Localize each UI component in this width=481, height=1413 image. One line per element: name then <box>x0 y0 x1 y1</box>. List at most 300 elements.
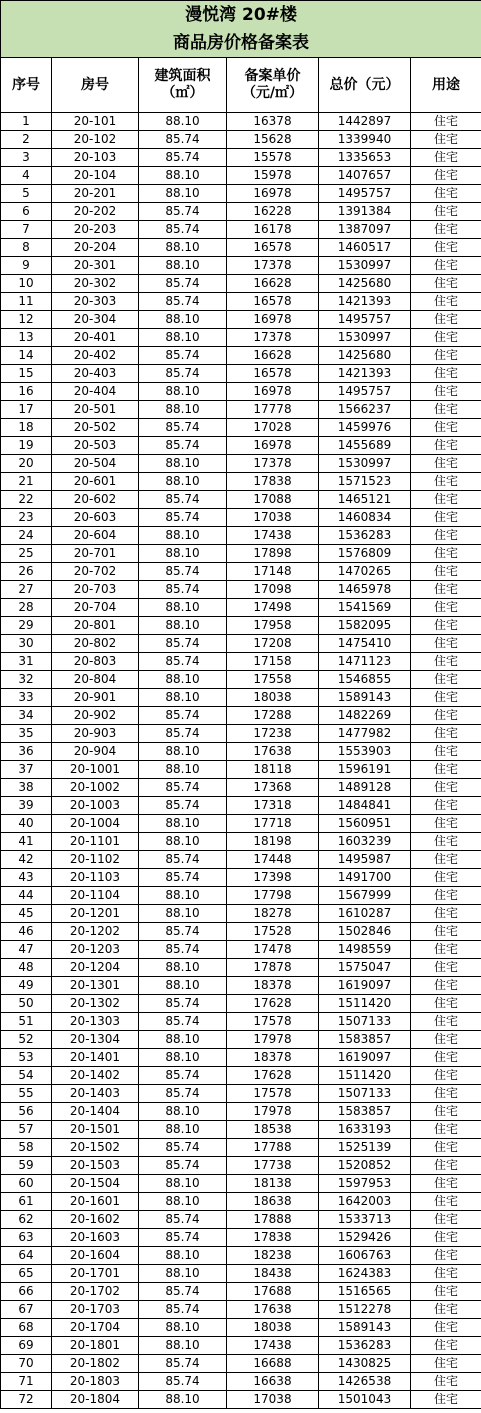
cell-total-price: 1507133 <box>319 1013 411 1031</box>
cell-usage: 住宅 <box>411 221 481 239</box>
cell-usage: 住宅 <box>411 203 481 221</box>
cell-total-price: 1536283 <box>319 527 411 545</box>
cell-usage: 住宅 <box>411 689 481 707</box>
cell-floor-area: 85.74 <box>139 275 227 293</box>
table-row <box>1 203 481 221</box>
cell-room-number: 20-303 <box>52 293 139 311</box>
cell-usage: 住宅 <box>411 653 481 671</box>
cell-total-price: 1541569 <box>319 599 411 617</box>
cell-room-number: 20-201 <box>52 185 139 203</box>
cell-floor-area: 88.10 <box>139 401 227 419</box>
cell-room-number: 20-1802 <box>52 1355 139 1373</box>
table-row <box>1 581 481 599</box>
cell-unit-price: 16378 <box>227 113 319 131</box>
cell-room-number: 20-1501 <box>52 1121 139 1139</box>
cell-total-price: 1619097 <box>319 977 411 995</box>
cell-usage: 住宅 <box>411 419 481 437</box>
cell-floor-area: 88.10 <box>139 527 227 545</box>
cell-floor-area: 85.74 <box>139 1157 227 1175</box>
cell-usage: 住宅 <box>411 1229 481 1247</box>
cell-total-price: 1582095 <box>319 617 411 635</box>
table-row <box>1 347 481 365</box>
cell-room-number: 20-901 <box>52 689 139 707</box>
cell-total-price: 1455689 <box>319 437 411 455</box>
cell-room-number: 20-703 <box>52 581 139 599</box>
cell-unit-price: 17158 <box>227 653 319 671</box>
cell-index: 8 <box>1 239 52 257</box>
cell-room-number: 20-1601 <box>52 1193 139 1211</box>
cell-total-price: 1530997 <box>319 257 411 275</box>
cell-total-price: 1546855 <box>319 671 411 689</box>
cell-total-price: 1470265 <box>319 563 411 581</box>
cell-unit-price: 16578 <box>227 239 319 257</box>
table-row <box>1 977 481 995</box>
cell-floor-area: 88.10 <box>139 545 227 563</box>
cell-usage: 住宅 <box>411 1139 481 1157</box>
cell-room-number: 20-1203 <box>52 941 139 959</box>
cell-index: 41 <box>1 833 52 851</box>
cell-index: 61 <box>1 1193 52 1211</box>
cell-unit-price: 16578 <box>227 293 319 311</box>
cell-total-price: 1525139 <box>319 1139 411 1157</box>
header-floor-area: 建筑面积 （㎡） <box>139 58 227 113</box>
cell-unit-price: 17368 <box>227 779 319 797</box>
cell-usage: 住宅 <box>411 1013 481 1031</box>
cell-floor-area: 85.74 <box>139 995 227 1013</box>
cell-usage: 住宅 <box>411 1355 481 1373</box>
cell-room-number: 20-202 <box>52 203 139 221</box>
table-row <box>1 851 481 869</box>
table-row <box>1 1193 481 1211</box>
cell-room-number: 20-402 <box>52 347 139 365</box>
cell-room-number: 20-1303 <box>52 1013 139 1031</box>
cell-room-number: 20-1001 <box>52 761 139 779</box>
header-unit-price: 备案单价 （元/㎡） <box>227 58 319 113</box>
cell-total-price: 1495757 <box>319 185 411 203</box>
cell-index: 14 <box>1 347 52 365</box>
cell-floor-area: 85.74 <box>139 941 227 959</box>
table-row <box>1 923 481 941</box>
cell-usage: 住宅 <box>411 1283 481 1301</box>
cell-room-number: 20-802 <box>52 635 139 653</box>
cell-usage: 住宅 <box>411 1211 481 1229</box>
header-total-price: 总价（元） <box>319 58 411 113</box>
cell-usage: 住宅 <box>411 329 481 347</box>
table-row <box>1 689 481 707</box>
cell-unit-price: 17688 <box>227 1283 319 1301</box>
header-room-number: 房号 <box>52 58 139 113</box>
cell-usage: 住宅 <box>411 707 481 725</box>
cell-total-price: 1387097 <box>319 221 411 239</box>
cell-index: 42 <box>1 851 52 869</box>
cell-floor-area: 88.10 <box>139 1121 227 1139</box>
cell-floor-area: 88.10 <box>139 959 227 977</box>
cell-floor-area: 85.74 <box>139 707 227 725</box>
cell-total-price: 1511420 <box>319 995 411 1013</box>
cell-total-price: 1477982 <box>319 725 411 743</box>
cell-index: 49 <box>1 977 52 995</box>
cell-room-number: 20-903 <box>52 725 139 743</box>
cell-unit-price: 17578 <box>227 1013 319 1031</box>
table-row <box>1 815 481 833</box>
cell-room-number: 20-1201 <box>52 905 139 923</box>
cell-usage: 住宅 <box>411 725 481 743</box>
cell-unit-price: 17288 <box>227 707 319 725</box>
cell-index: 60 <box>1 1175 52 1193</box>
cell-index: 19 <box>1 437 52 455</box>
cell-total-price: 1624383 <box>319 1265 411 1283</box>
table-row <box>1 365 481 383</box>
cell-usage: 住宅 <box>411 869 481 887</box>
cell-room-number: 20-1002 <box>52 779 139 797</box>
cell-total-price: 1596191 <box>319 761 411 779</box>
cell-usage: 住宅 <box>411 1085 481 1103</box>
cell-total-price: 1421393 <box>319 365 411 383</box>
cell-usage: 住宅 <box>411 851 481 869</box>
cell-room-number: 20-404 <box>52 383 139 401</box>
cell-unit-price: 17888 <box>227 1211 319 1229</box>
cell-index: 40 <box>1 815 52 833</box>
cell-unit-price: 17788 <box>227 1139 319 1157</box>
cell-unit-price: 18038 <box>227 689 319 707</box>
cell-floor-area: 88.10 <box>139 1247 227 1265</box>
table-row <box>1 257 481 275</box>
cell-floor-area: 85.74 <box>139 1139 227 1157</box>
table-row <box>1 1085 481 1103</box>
cell-unit-price: 17148 <box>227 563 319 581</box>
cell-floor-area: 88.10 <box>139 455 227 473</box>
cell-floor-area: 88.10 <box>139 113 227 131</box>
cell-index: 52 <box>1 1031 52 1049</box>
table-row <box>1 1049 481 1067</box>
cell-total-price: 1571523 <box>319 473 411 491</box>
cell-usage: 住宅 <box>411 1121 481 1139</box>
cell-floor-area: 88.10 <box>139 383 227 401</box>
cell-total-price: 1512278 <box>319 1301 411 1319</box>
table-row <box>1 113 481 131</box>
cell-usage: 住宅 <box>411 167 481 185</box>
cell-unit-price: 18238 <box>227 1247 319 1265</box>
cell-index: 29 <box>1 617 52 635</box>
cell-unit-price: 16178 <box>227 221 319 239</box>
cell-index: 38 <box>1 779 52 797</box>
table-row <box>1 527 481 545</box>
table-row <box>1 149 481 167</box>
cell-total-price: 1495757 <box>319 311 411 329</box>
cell-usage: 住宅 <box>411 185 481 203</box>
cell-total-price: 1610287 <box>319 905 411 923</box>
cell-floor-area: 85.74 <box>139 1067 227 1085</box>
cell-room-number: 20-204 <box>52 239 139 257</box>
cell-floor-area: 85.74 <box>139 923 227 941</box>
table-row <box>1 455 481 473</box>
cell-index: 18 <box>1 419 52 437</box>
cell-floor-area: 85.74 <box>139 797 227 815</box>
cell-usage: 住宅 <box>411 437 481 455</box>
cell-index: 46 <box>1 923 52 941</box>
cell-index: 7 <box>1 221 52 239</box>
table-row <box>1 401 481 419</box>
cell-unit-price: 16578 <box>227 365 319 383</box>
cell-index: 45 <box>1 905 52 923</box>
cell-usage: 住宅 <box>411 887 481 905</box>
cell-index: 13 <box>1 329 52 347</box>
cell-index: 72 <box>1 1391 52 1409</box>
cell-total-price: 1495757 <box>319 383 411 401</box>
cell-usage: 住宅 <box>411 257 481 275</box>
cell-total-price: 1536283 <box>319 1337 411 1355</box>
cell-floor-area: 85.74 <box>139 869 227 887</box>
cell-unit-price: 17398 <box>227 869 319 887</box>
table-row <box>1 1013 481 1031</box>
cell-index: 71 <box>1 1373 52 1391</box>
cell-usage: 住宅 <box>411 365 481 383</box>
cell-unit-price: 17088 <box>227 491 319 509</box>
table-row <box>1 1247 481 1265</box>
cell-index: 21 <box>1 473 52 491</box>
cell-unit-price: 18138 <box>227 1175 319 1193</box>
cell-index: 67 <box>1 1301 52 1319</box>
cell-total-price: 1491700 <box>319 869 411 887</box>
cell-unit-price: 17448 <box>227 851 319 869</box>
cell-total-price: 1511420 <box>319 1067 411 1085</box>
cell-floor-area: 85.74 <box>139 563 227 581</box>
table-row <box>1 167 481 185</box>
cell-floor-area: 85.74 <box>139 365 227 383</box>
cell-floor-area: 88.10 <box>139 761 227 779</box>
cell-index: 33 <box>1 689 52 707</box>
cell-index: 25 <box>1 545 52 563</box>
cell-index: 36 <box>1 743 52 761</box>
cell-total-price: 1633193 <box>319 1121 411 1139</box>
cell-room-number: 20-1404 <box>52 1103 139 1121</box>
cell-usage: 住宅 <box>411 833 481 851</box>
cell-total-price: 1576809 <box>319 545 411 563</box>
cell-unit-price: 17738 <box>227 1157 319 1175</box>
cell-usage: 住宅 <box>411 1157 481 1175</box>
cell-total-price: 1471123 <box>319 653 411 671</box>
cell-floor-area: 88.10 <box>139 329 227 347</box>
cell-room-number: 20-104 <box>52 167 139 185</box>
cell-index: 64 <box>1 1247 52 1265</box>
cell-floor-area: 88.10 <box>139 185 227 203</box>
table-row <box>1 491 481 509</box>
cell-floor-area: 85.74 <box>139 1373 227 1391</box>
table-row <box>1 275 481 293</box>
cell-total-price: 1339940 <box>319 131 411 149</box>
table-row <box>1 1355 481 1373</box>
cell-room-number: 20-1804 <box>52 1391 139 1409</box>
cell-room-number: 20-1703 <box>52 1301 139 1319</box>
cell-room-number: 20-1401 <box>52 1049 139 1067</box>
cell-unit-price: 16978 <box>227 437 319 455</box>
cell-floor-area: 85.74 <box>139 203 227 221</box>
cell-room-number: 20-1301 <box>52 977 139 995</box>
cell-usage: 住宅 <box>411 1337 481 1355</box>
cell-room-number: 20-302 <box>52 275 139 293</box>
cell-unit-price: 16628 <box>227 275 319 293</box>
cell-total-price: 1553903 <box>319 743 411 761</box>
table-row <box>1 563 481 581</box>
cell-usage: 住宅 <box>411 1301 481 1319</box>
cell-unit-price: 17238 <box>227 725 319 743</box>
cell-unit-price: 17438 <box>227 1337 319 1355</box>
cell-usage: 住宅 <box>411 473 481 491</box>
cell-usage: 住宅 <box>411 815 481 833</box>
cell-floor-area: 88.10 <box>139 257 227 275</box>
cell-usage: 住宅 <box>411 1175 481 1193</box>
cell-room-number: 20-1801 <box>52 1337 139 1355</box>
cell-floor-area: 85.74 <box>139 293 227 311</box>
cell-total-price: 1583857 <box>319 1031 411 1049</box>
cell-floor-area: 88.10 <box>139 311 227 329</box>
cell-usage: 住宅 <box>411 923 481 941</box>
table-row <box>1 743 481 761</box>
cell-room-number: 20-1702 <box>52 1283 139 1301</box>
cell-floor-area: 88.10 <box>139 1103 227 1121</box>
header-usage: 用途 <box>411 58 481 113</box>
cell-floor-area: 88.10 <box>139 977 227 995</box>
cell-index: 44 <box>1 887 52 905</box>
table-row <box>1 1373 481 1391</box>
cell-unit-price: 17498 <box>227 599 319 617</box>
cell-unit-price: 16978 <box>227 383 319 401</box>
cell-unit-price: 16978 <box>227 185 319 203</box>
cell-index: 53 <box>1 1049 52 1067</box>
cell-index: 20 <box>1 455 52 473</box>
table-body <box>1 113 481 1409</box>
cell-index: 24 <box>1 527 52 545</box>
table-row <box>1 725 481 743</box>
cell-total-price: 1520852 <box>319 1157 411 1175</box>
cell-unit-price: 17558 <box>227 671 319 689</box>
cell-unit-price: 16638 <box>227 1373 319 1391</box>
cell-usage: 住宅 <box>411 1031 481 1049</box>
cell-unit-price: 17378 <box>227 329 319 347</box>
cell-unit-price: 18378 <box>227 1049 319 1067</box>
cell-floor-area: 85.74 <box>139 347 227 365</box>
cell-unit-price: 17838 <box>227 1229 319 1247</box>
cell-index: 59 <box>1 1157 52 1175</box>
table-row <box>1 509 481 527</box>
cell-total-price: 1489128 <box>319 779 411 797</box>
cell-floor-area: 85.74 <box>139 1085 227 1103</box>
cell-unit-price: 17208 <box>227 635 319 653</box>
table-row <box>1 941 481 959</box>
cell-floor-area: 88.10 <box>139 1193 227 1211</box>
table-row <box>1 1121 481 1139</box>
cell-usage: 住宅 <box>411 995 481 1013</box>
cell-index: 27 <box>1 581 52 599</box>
cell-index: 28 <box>1 599 52 617</box>
cell-index: 68 <box>1 1319 52 1337</box>
table-row <box>1 1283 481 1301</box>
table-row <box>1 419 481 437</box>
cell-usage: 住宅 <box>411 455 481 473</box>
table-row <box>1 599 481 617</box>
cell-unit-price: 17318 <box>227 797 319 815</box>
cell-unit-price: 16978 <box>227 311 319 329</box>
cell-total-price: 1583857 <box>319 1103 411 1121</box>
cell-usage: 住宅 <box>411 761 481 779</box>
cell-floor-area: 85.74 <box>139 653 227 671</box>
cell-usage: 住宅 <box>411 977 481 995</box>
cell-room-number: 20-701 <box>52 545 139 563</box>
table-row <box>1 995 481 1013</box>
cell-room-number: 20-1103 <box>52 869 139 887</box>
cell-unit-price: 17578 <box>227 1085 319 1103</box>
cell-total-price: 1465121 <box>319 491 411 509</box>
cell-usage: 住宅 <box>411 581 481 599</box>
cell-room-number: 20-803 <box>52 653 139 671</box>
cell-room-number: 20-1503 <box>52 1157 139 1175</box>
table-row <box>1 221 481 239</box>
cell-unit-price: 17638 <box>227 1301 319 1319</box>
cell-unit-price: 17038 <box>227 509 319 527</box>
cell-floor-area: 85.74 <box>139 1013 227 1031</box>
cell-usage: 住宅 <box>411 149 481 167</box>
table-row <box>1 869 481 887</box>
cell-index: 63 <box>1 1229 52 1247</box>
table-row <box>1 887 481 905</box>
cell-usage: 住宅 <box>411 1103 481 1121</box>
cell-index: 23 <box>1 509 52 527</box>
table-row <box>1 761 481 779</box>
cell-total-price: 1459976 <box>319 419 411 437</box>
cell-total-price: 1495987 <box>319 851 411 869</box>
cell-total-price: 1529426 <box>319 1229 411 1247</box>
cell-index: 2 <box>1 131 52 149</box>
cell-unit-price: 17978 <box>227 1103 319 1121</box>
table-row <box>1 437 481 455</box>
cell-unit-price: 18198 <box>227 833 319 851</box>
cell-index: 5 <box>1 185 52 203</box>
table-row <box>1 1067 481 1085</box>
cell-index: 22 <box>1 491 52 509</box>
cell-unit-price: 18538 <box>227 1121 319 1139</box>
cell-index: 16 <box>1 383 52 401</box>
cell-floor-area: 85.74 <box>139 851 227 869</box>
cell-room-number: 20-401 <box>52 329 139 347</box>
cell-usage: 住宅 <box>411 275 481 293</box>
cell-total-price: 1391384 <box>319 203 411 221</box>
cell-total-price: 1482269 <box>319 707 411 725</box>
cell-index: 65 <box>1 1265 52 1283</box>
cell-room-number: 20-602 <box>52 491 139 509</box>
cell-usage: 住宅 <box>411 563 481 581</box>
cell-usage: 住宅 <box>411 347 481 365</box>
table-row <box>1 131 481 149</box>
cell-unit-price: 17478 <box>227 941 319 959</box>
cell-floor-area: 88.10 <box>139 1391 227 1409</box>
cell-total-price: 1575047 <box>319 959 411 977</box>
cell-room-number: 20-801 <box>52 617 139 635</box>
cell-floor-area: 88.10 <box>139 905 227 923</box>
cell-room-number: 20-1003 <box>52 797 139 815</box>
cell-index: 35 <box>1 725 52 743</box>
cell-floor-area: 85.74 <box>139 1301 227 1319</box>
table-subtitle: 商品房价格备案表 <box>1 29 481 58</box>
cell-index: 6 <box>1 203 52 221</box>
cell-floor-area: 88.10 <box>139 617 227 635</box>
cell-index: 3 <box>1 149 52 167</box>
cell-room-number: 20-1504 <box>52 1175 139 1193</box>
cell-usage: 住宅 <box>411 1391 481 1409</box>
cell-unit-price: 17378 <box>227 455 319 473</box>
cell-total-price: 1460834 <box>319 509 411 527</box>
cell-total-price: 1603239 <box>319 833 411 851</box>
cell-total-price: 1567999 <box>319 887 411 905</box>
